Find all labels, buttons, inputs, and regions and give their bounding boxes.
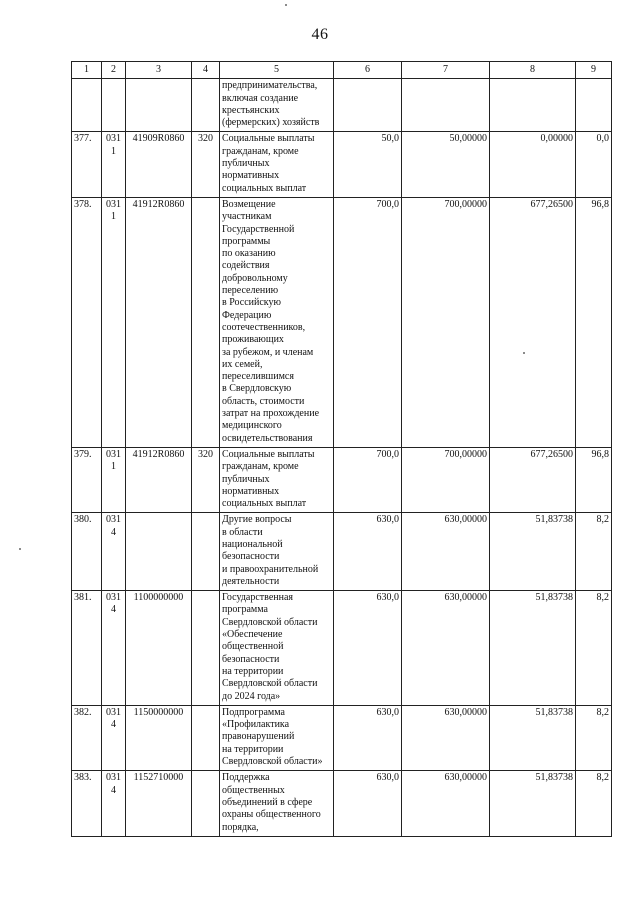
description-line: предпринимательства, — [222, 80, 318, 92]
description-line: Свердловской области — [222, 678, 318, 690]
scan-speck — [523, 352, 525, 354]
description-line: нормативных — [222, 485, 280, 497]
cell-approved-amount: 630,00000 — [402, 771, 490, 836]
cell-expense-type: 320 — [192, 132, 220, 197]
column-header: 6 — [334, 62, 402, 79]
cell-executed-amount: 51,83738 — [490, 771, 576, 836]
cell-execution-percent: 8,2 — [576, 591, 612, 706]
cell-execution-percent: 8,2 — [576, 513, 612, 591]
cell-plan-amount: 630,0 — [334, 771, 402, 836]
description-line: соотечественников, — [222, 321, 306, 333]
cell-approved-amount: 700,00000 — [402, 197, 490, 447]
description-line: Социальные выплаты — [222, 448, 315, 460]
cell-description — [220, 771, 334, 836]
cell-empty — [490, 79, 576, 132]
cell-approved-amount: 630,00000 — [402, 591, 490, 706]
cell-row-number: 382. — [72, 705, 102, 770]
cell-approved-amount: 50,00000 — [402, 132, 490, 197]
cell-execution-percent: 96,8 — [576, 447, 612, 512]
description-line: в области — [222, 526, 263, 538]
table-row — [72, 591, 612, 706]
cell-target-code: 41912R0860 — [126, 197, 192, 447]
description-line: социальных выплат — [222, 498, 307, 510]
description-line: программа — [222, 604, 268, 616]
description-line: деятельности — [222, 575, 280, 587]
cell-description — [220, 705, 334, 770]
table-row — [72, 447, 612, 512]
description-line: Государственная — [222, 592, 294, 604]
cell-section-code: 0314 — [102, 705, 126, 770]
description-line: их семей, — [222, 358, 263, 370]
description-line: и правоохранительной — [222, 563, 319, 575]
table-row — [72, 197, 612, 447]
cell-execution-percent: 8,2 — [576, 771, 612, 836]
cell-target-code: 1100000000 — [126, 591, 192, 706]
cell-expense-type — [192, 705, 220, 770]
continuation-row — [72, 79, 612, 132]
cell-section-code: 0311 — [102, 197, 126, 447]
cell-executed-amount: 677,26500 — [490, 197, 576, 447]
cell-description — [220, 447, 334, 512]
description-line: программы — [222, 235, 271, 247]
description-line: медицинского — [222, 420, 282, 432]
description-line: нормативных — [222, 170, 280, 182]
cell-expense-type — [192, 197, 220, 447]
description-line: гражданам, кроме — [222, 145, 299, 157]
description-line: включая создание — [222, 92, 299, 104]
cell-target-code: 41909R0860 — [126, 132, 192, 197]
cell-description — [220, 132, 334, 197]
table-row — [72, 513, 612, 591]
cell-plan-amount: 700,0 — [334, 197, 402, 447]
description-line: в Российскую — [222, 297, 281, 309]
description-line: «Профилактика — [222, 719, 290, 731]
cell-plan-amount: 630,0 — [334, 591, 402, 706]
cell-empty — [402, 79, 490, 132]
cell-section-code: 0314 — [102, 513, 126, 591]
description-line: содействия — [222, 260, 270, 272]
description-line: переселению — [222, 285, 279, 297]
scan-speck — [19, 548, 21, 550]
cell-description — [220, 591, 334, 706]
description-line: Возмещение — [222, 198, 276, 210]
cell-plan-amount: 630,0 — [334, 705, 402, 770]
description-line: Свердловской области» — [222, 756, 323, 768]
column-header: 3 — [126, 62, 192, 79]
table-row — [72, 705, 612, 770]
description-line: до 2024 года» — [222, 690, 281, 702]
cell-approved-amount: 630,00000 — [402, 705, 490, 770]
cell-executed-amount: 51,83738 — [490, 513, 576, 591]
description-line: «Обеспечение — [222, 629, 283, 641]
description-line: безопасности — [222, 653, 280, 665]
description-line: Государственной — [222, 223, 295, 235]
cell-target-code — [126, 513, 192, 591]
description-line: участникам — [222, 211, 272, 223]
cell-target-code: 1152710000 — [126, 771, 192, 836]
description-line: правонарушений — [222, 731, 295, 743]
cell-empty — [72, 79, 102, 132]
table-row — [72, 771, 612, 836]
description-line: по оказанию — [222, 248, 276, 260]
description-line: общественных — [222, 784, 285, 796]
cell-description — [220, 513, 334, 591]
description-line: социальных выплат — [222, 182, 307, 194]
description-line: национальной — [222, 538, 283, 550]
description-line: общественной — [222, 641, 284, 653]
description-line: Федерацию — [222, 309, 272, 321]
cell-expense-type — [192, 771, 220, 836]
cell-plan-amount: 50,0 — [334, 132, 402, 197]
description-line: добровольному — [222, 272, 288, 284]
column-header: 7 — [402, 62, 490, 79]
cell-empty — [102, 79, 126, 132]
description-line: гражданам, кроме — [222, 461, 299, 473]
description-line: публичных — [222, 473, 270, 485]
cell-executed-amount: 677,26500 — [490, 447, 576, 512]
description-line: Подпрограмма — [222, 706, 285, 718]
cell-plan-amount: 630,0 — [334, 513, 402, 591]
cell-section-code: 0314 — [102, 591, 126, 706]
cell-executed-amount: 0,00000 — [490, 132, 576, 197]
description-line: (фермерских) хозяйств — [222, 117, 320, 129]
description-line: Поддержка — [222, 772, 270, 784]
cell-section-code: 0314 — [102, 771, 126, 836]
cell-approved-amount: 700,00000 — [402, 447, 490, 512]
description-line: за рубежом, и членам — [222, 346, 314, 358]
description-line: проживающих — [222, 334, 284, 346]
scan-speck — [285, 4, 287, 6]
cell-executed-amount: 51,83738 — [490, 705, 576, 770]
cell-expense-type — [192, 513, 220, 591]
cell-execution-percent: 96,8 — [576, 197, 612, 447]
cell-row-number: 379. — [72, 447, 102, 512]
cell-description — [220, 79, 334, 132]
cell-target-code: 41912R0860 — [126, 447, 192, 512]
cell-plan-amount: 700,0 — [334, 447, 402, 512]
description-line: безопасности — [222, 551, 280, 563]
table-header-row — [72, 62, 612, 79]
column-header: 9 — [576, 62, 612, 79]
cell-expense-type: 320 — [192, 447, 220, 512]
description-line: порядка, — [222, 821, 259, 833]
description-line: переселившимся — [222, 371, 294, 383]
cell-approved-amount: 630,00000 — [402, 513, 490, 591]
description-line: публичных — [222, 158, 270, 170]
description-line: на территории — [222, 665, 284, 677]
cell-section-code: 0311 — [102, 447, 126, 512]
cell-execution-percent: 8,2 — [576, 705, 612, 770]
description-line: освидетельствования — [222, 432, 313, 444]
cell-row-number: 378. — [72, 197, 102, 447]
description-line: Другие вопросы — [222, 514, 292, 526]
column-header: 1 — [72, 62, 102, 79]
cell-row-number: 381. — [72, 591, 102, 706]
cell-section-code: 0311 — [102, 132, 126, 197]
page-number: 46 — [311, 26, 329, 43]
description-line: область, стоимости — [222, 395, 305, 407]
description-line: Свердловской области — [222, 616, 318, 628]
column-header: 4 — [192, 62, 220, 79]
column-header: 2 — [102, 62, 126, 79]
column-header: 5 — [220, 62, 334, 79]
table-row — [72, 132, 612, 197]
description-line: объединений в сфере — [222, 796, 313, 808]
description-line: охраны общественного — [222, 809, 321, 821]
cell-empty — [126, 79, 192, 132]
cell-empty — [192, 79, 220, 132]
cell-execution-percent: 0,0 — [576, 132, 612, 197]
column-header: 8 — [490, 62, 576, 79]
cell-empty — [576, 79, 612, 132]
cell-row-number: 377. — [72, 132, 102, 197]
cell-target-code: 1150000000 — [126, 705, 192, 770]
cell-empty — [334, 79, 402, 132]
cell-row-number: 380. — [72, 513, 102, 591]
cell-description — [220, 197, 334, 447]
cell-row-number: 383. — [72, 771, 102, 836]
cell-executed-amount: 51,83738 — [490, 591, 576, 706]
description-line: в Свердловскую — [222, 383, 292, 395]
description-line: на территории — [222, 743, 284, 755]
description-line: Социальные выплаты — [222, 133, 315, 145]
description-line: крестьянских — [222, 104, 280, 116]
cell-expense-type — [192, 591, 220, 706]
description-line: затрат на прохождение — [222, 408, 320, 420]
budget-table — [71, 61, 612, 837]
